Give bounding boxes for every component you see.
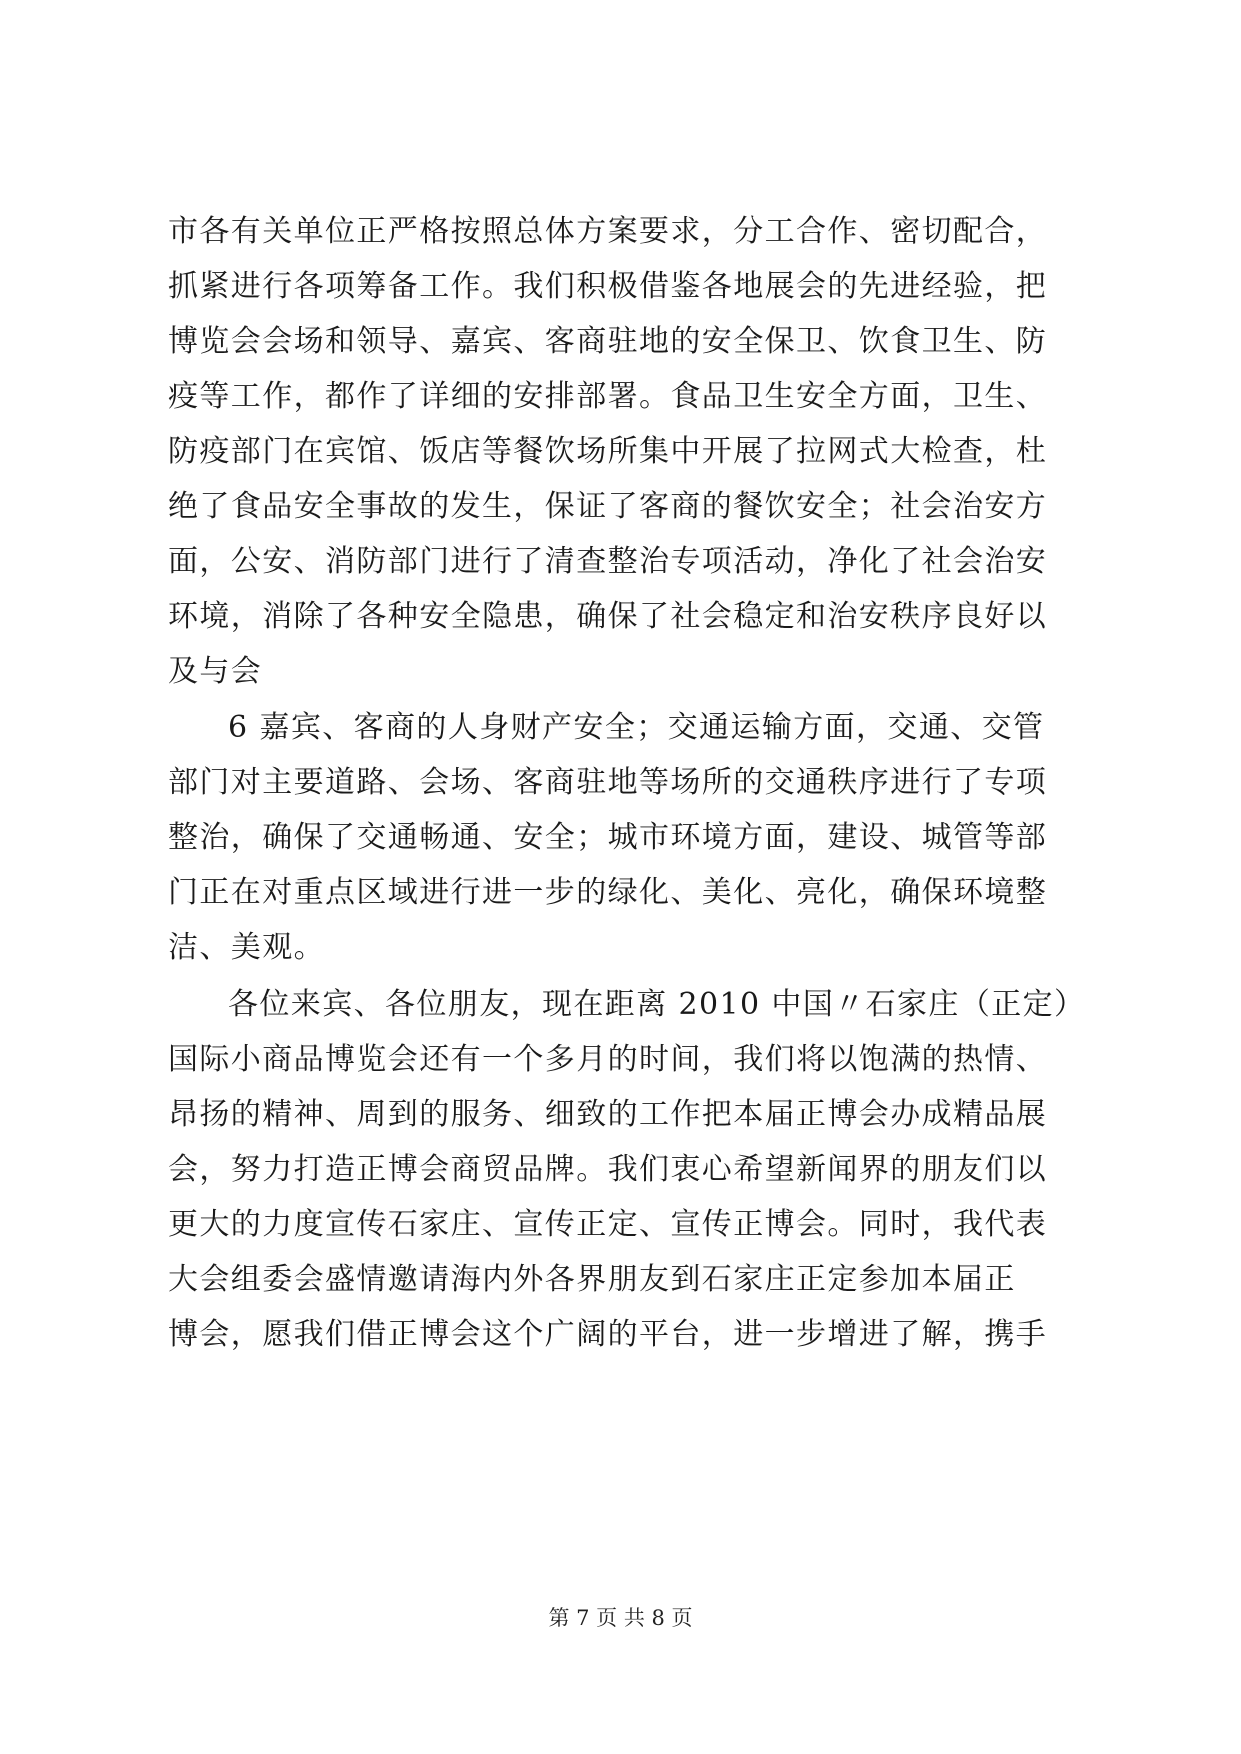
- text-line: 部门对主要道路、会场、客商驻地等场所的交通秩序进行了专项: [168, 765, 1048, 800]
- text-line: 及与会: [168, 654, 263, 689]
- text-line: 各位来宾、各位朋友，现在距离 2010 中国〃石家庄（正定）: [228, 987, 1086, 1022]
- text-line: 博会，愿我们借正博会这个广阔的平台，进一步增进了解，携手: [168, 1317, 1048, 1352]
- text-line: 会，努力打造正博会商贸品牌。我们衷心希望新闻界的朋友们以: [168, 1152, 1048, 1187]
- text-line: 博览会会场和领导、嘉宾、客商驻地的安全保卫、饮食卫生、防: [168, 324, 1048, 359]
- text-line: 防疫部门在宾馆、饭店等餐饮场所集中开展了拉网式大检查，杜: [168, 434, 1048, 469]
- text-line: 抓紧进行各项筹备工作。我们积极借鉴各地展会的先进经验，把: [168, 269, 1048, 304]
- text-line: 整治，确保了交通畅通、安全；城市环境方面，建设、城管等部: [168, 820, 1048, 855]
- text-line: 市各有关单位正严格按照总体方案要求，分工合作、密切配合，: [168, 214, 1048, 249]
- text-line: 更大的力度宣传石家庄、宣传正定、宣传正博会。同时，我代表: [168, 1207, 1048, 1242]
- text-line: 6 嘉宾、客商的人身财产安全；交通运输方面，交通、交管: [228, 710, 1045, 745]
- text-line: 面，公安、消防部门进行了清查整治专项活动，净化了社会治安: [168, 544, 1048, 579]
- text-line: 国际小商品博览会还有一个多月的时间，我们将以饱满的热情、: [168, 1042, 1048, 1077]
- text-line: 绝了食品安全事故的发生，保证了客商的餐饮安全；社会治安方: [168, 489, 1048, 524]
- text-line: 环境，消除了各种安全隐患，确保了社会稳定和治安秩序良好以: [168, 599, 1048, 634]
- text-line: 昂扬的精神、周到的服务、细致的工作把本届正博会办成精品展: [168, 1097, 1048, 1132]
- text-line: 门正在对重点区域进行进一步的绿化、美化、亮化，确保环境整: [168, 875, 1048, 910]
- text-line: 疫等工作，都作了详细的安排部署。食品卫生安全方面，卫生、: [168, 379, 1048, 414]
- page-number-footer: 第 7 页 共 8 页: [548, 1606, 693, 1630]
- text-line: 洁、美观。: [168, 930, 325, 965]
- text-line: 大会组委会盛情邀请海内外各界朋友到石家庄正定参加本届正: [168, 1262, 1016, 1297]
